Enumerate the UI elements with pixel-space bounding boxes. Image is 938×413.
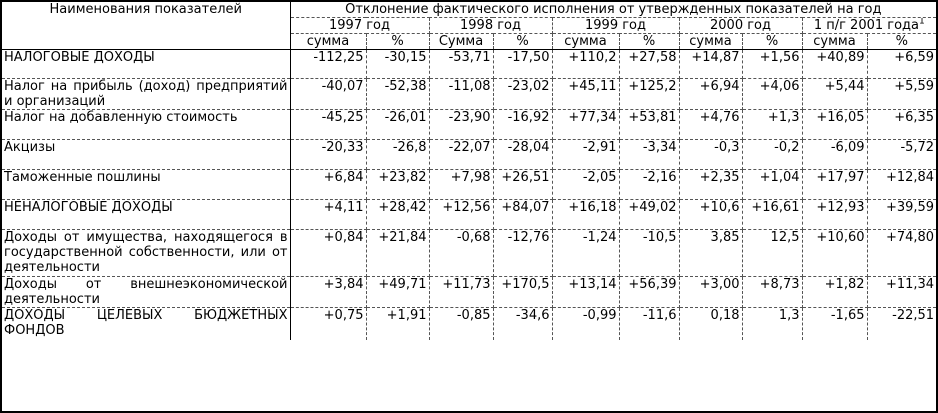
cell-value: +26,51: [493, 170, 552, 200]
cell-value: +12,93: [802, 200, 867, 230]
cell-value: +3,84: [290, 277, 366, 308]
cell-value: 12,5: [742, 230, 802, 277]
cell-value: +1,91: [366, 308, 429, 341]
row-label: Доходы от имущества, находящегося в государственной собственности, или от деятельности: [2, 230, 290, 277]
cell-value: +40,89: [802, 50, 867, 79]
cell-value: +10,6: [679, 200, 742, 230]
cell-value: +56,39: [619, 277, 679, 308]
cell-value: +6,94: [679, 79, 742, 110]
cell-value: -12,76: [493, 230, 552, 277]
table-row: [2, 277, 936, 308]
row-label: Таможенные пошлины: [2, 170, 290, 200]
subheader-sum: сумма: [290, 34, 366, 50]
table-row: [2, 170, 936, 200]
cell-value: +49,02: [619, 200, 679, 230]
cell-value: +14,87: [679, 50, 742, 79]
cell-value: +4,06: [742, 79, 802, 110]
cell-value: +16,18: [552, 200, 619, 230]
cell-value: -2,05: [552, 170, 619, 200]
table-row: [2, 308, 936, 341]
revenue-deviation-table: [2, 2, 936, 340]
cell-value: -11,6: [619, 308, 679, 341]
cell-value: +23,82: [366, 170, 429, 200]
cell-value: +5,59: [867, 79, 936, 110]
cell-value: -17,50: [493, 50, 552, 79]
cell-value: +77,34: [552, 110, 619, 140]
cell-value: +74,80: [867, 230, 936, 277]
cell-value: +125,2: [619, 79, 679, 110]
cell-value: -53,71: [429, 50, 493, 79]
cell-value: +8,73: [742, 277, 802, 308]
year-header-1997: 1997 год: [290, 18, 429, 34]
row-label: Акцизы: [2, 140, 290, 170]
cell-value: +1,82: [802, 277, 867, 308]
cell-value: +17,97: [802, 170, 867, 200]
cell-value: -26,01: [366, 110, 429, 140]
table-row: [2, 50, 936, 79]
cell-value: -34,6: [493, 308, 552, 341]
cell-value: +16,61: [742, 200, 802, 230]
cell-value: +10,60: [802, 230, 867, 277]
table-row: [2, 79, 936, 110]
cell-value: 3,85: [679, 230, 742, 277]
cell-value: -0,68: [429, 230, 493, 277]
cell-value: -16,92: [493, 110, 552, 140]
subheader-percent: %: [742, 34, 802, 50]
cell-value: -22,07: [429, 140, 493, 170]
year-header-1999: 1999 год: [552, 18, 679, 34]
cell-value: -0,3: [679, 140, 742, 170]
cell-value: -40,07: [290, 79, 366, 110]
cell-value: -2,91: [552, 140, 619, 170]
cell-value: -2,16: [619, 170, 679, 200]
cell-value: -22,51: [892, 308, 935, 323]
cell-value: -0,85: [429, 308, 493, 341]
cell-value: -5,72: [867, 140, 936, 170]
cell-value: -6,09: [802, 140, 867, 170]
cell-value: -3,34: [619, 140, 679, 170]
cell-value: -1,24: [552, 230, 619, 277]
cell-value: +6,84: [290, 170, 366, 200]
cell-value: +39,59: [867, 200, 936, 230]
cell-value: -23,90: [429, 110, 493, 140]
year-header-1998: 1998 год: [429, 18, 552, 34]
year-header-2000: 2000 год: [679, 18, 802, 34]
subheader-sum: сумма: [802, 34, 867, 50]
cell-value: -20,33: [290, 140, 366, 170]
cell-value: -11,08: [429, 79, 493, 110]
cell-value: -26,8: [366, 140, 429, 170]
cell-value: +1,04: [742, 170, 802, 200]
cell-value: -52,38: [366, 79, 429, 110]
cell-value: +28,42: [366, 200, 429, 230]
cell-value: +12,84: [867, 170, 936, 200]
cell-value: +110,2: [552, 50, 619, 79]
cell-value: 1,3: [742, 308, 802, 341]
cell-value: +170,5: [493, 277, 552, 308]
cell-value: +0,75: [290, 308, 366, 341]
subheader-sum: сумма: [679, 34, 742, 50]
cell-value: +11,34: [867, 277, 936, 308]
row-label: НАЛОГОВЫЕ ДОХОДЫ: [2, 50, 290, 79]
cell-value: -112,25: [290, 50, 366, 79]
cell-value: +16,05: [802, 110, 867, 140]
cell-value: +0,84: [290, 230, 366, 277]
table-row: [2, 230, 936, 277]
cell-value: +5,44: [802, 79, 867, 110]
column-header-indicators: Наименования показателей: [2, 2, 290, 50]
cell-value: +13,14: [552, 277, 619, 308]
subheader-percent: %: [619, 34, 679, 50]
cell-value: -28,04: [493, 140, 552, 170]
cell-value: +1,3: [742, 110, 802, 140]
cell-value: +11,73: [429, 277, 493, 308]
footnote-marker: 1: [919, 17, 925, 27]
cell-value: +4,76: [679, 110, 742, 140]
cell-value: +3,00: [679, 277, 742, 308]
row-label: ДОХОДЫ ЦЕЛЕВЫХ БЮДЖЕТНЫХ ФОНДОВ: [2, 308, 290, 341]
cell-value: +45,11: [552, 79, 619, 110]
subheader-percent: %: [493, 34, 552, 50]
cell-value: +27,58: [619, 50, 679, 79]
cell-value: -10,5: [619, 230, 679, 277]
table-row: [2, 110, 936, 140]
column-header-deviation: Отклонение фактического исполнения от утвержденных показателей на год: [290, 2, 936, 18]
cell-value: -30,15: [366, 50, 429, 79]
cell-value: +49,71: [366, 277, 429, 308]
cell-value: -45,25: [290, 110, 366, 140]
cell-value: +21,84: [366, 230, 429, 277]
cell-value: -0,2: [742, 140, 802, 170]
cell-value: -0,99: [552, 308, 619, 341]
cell-value: +12,56: [429, 200, 493, 230]
subheader-percent: %: [867, 34, 936, 50]
cell-value: +53,81: [619, 110, 679, 140]
row-label: Доходы от внешнеэкономической деятельности: [2, 277, 290, 308]
table-row: [2, 140, 936, 170]
row-label: Налог на добавленную стоимость: [2, 110, 290, 140]
subheader-sum: Сумма: [429, 34, 493, 50]
row-label: НЕНАЛОГОВЫЕ ДОХОДЫ: [2, 200, 290, 230]
cell-value: +84,07: [493, 200, 552, 230]
subheader-sum: сумма: [552, 34, 619, 50]
cell-value: +7,98: [429, 170, 493, 200]
table-row: [2, 200, 936, 230]
cell-value: -23,02: [493, 79, 552, 110]
cell-value: -1,65: [802, 308, 867, 341]
cell-value: +4,11: [290, 200, 366, 230]
cell-value: +1,56: [742, 50, 802, 79]
row-label: Налог на прибыль (доход) предприятий и организаций: [2, 79, 290, 110]
cell-value: +6,59: [867, 50, 936, 79]
cell-value: +6,35: [867, 110, 936, 140]
subheader-percent: %: [366, 34, 429, 50]
cell-value: 0,18: [679, 308, 742, 341]
year-header-2001-h1: 1 п/г 2001 года$^1$: [802, 18, 936, 34]
cell-value: +2,35: [679, 170, 742, 200]
